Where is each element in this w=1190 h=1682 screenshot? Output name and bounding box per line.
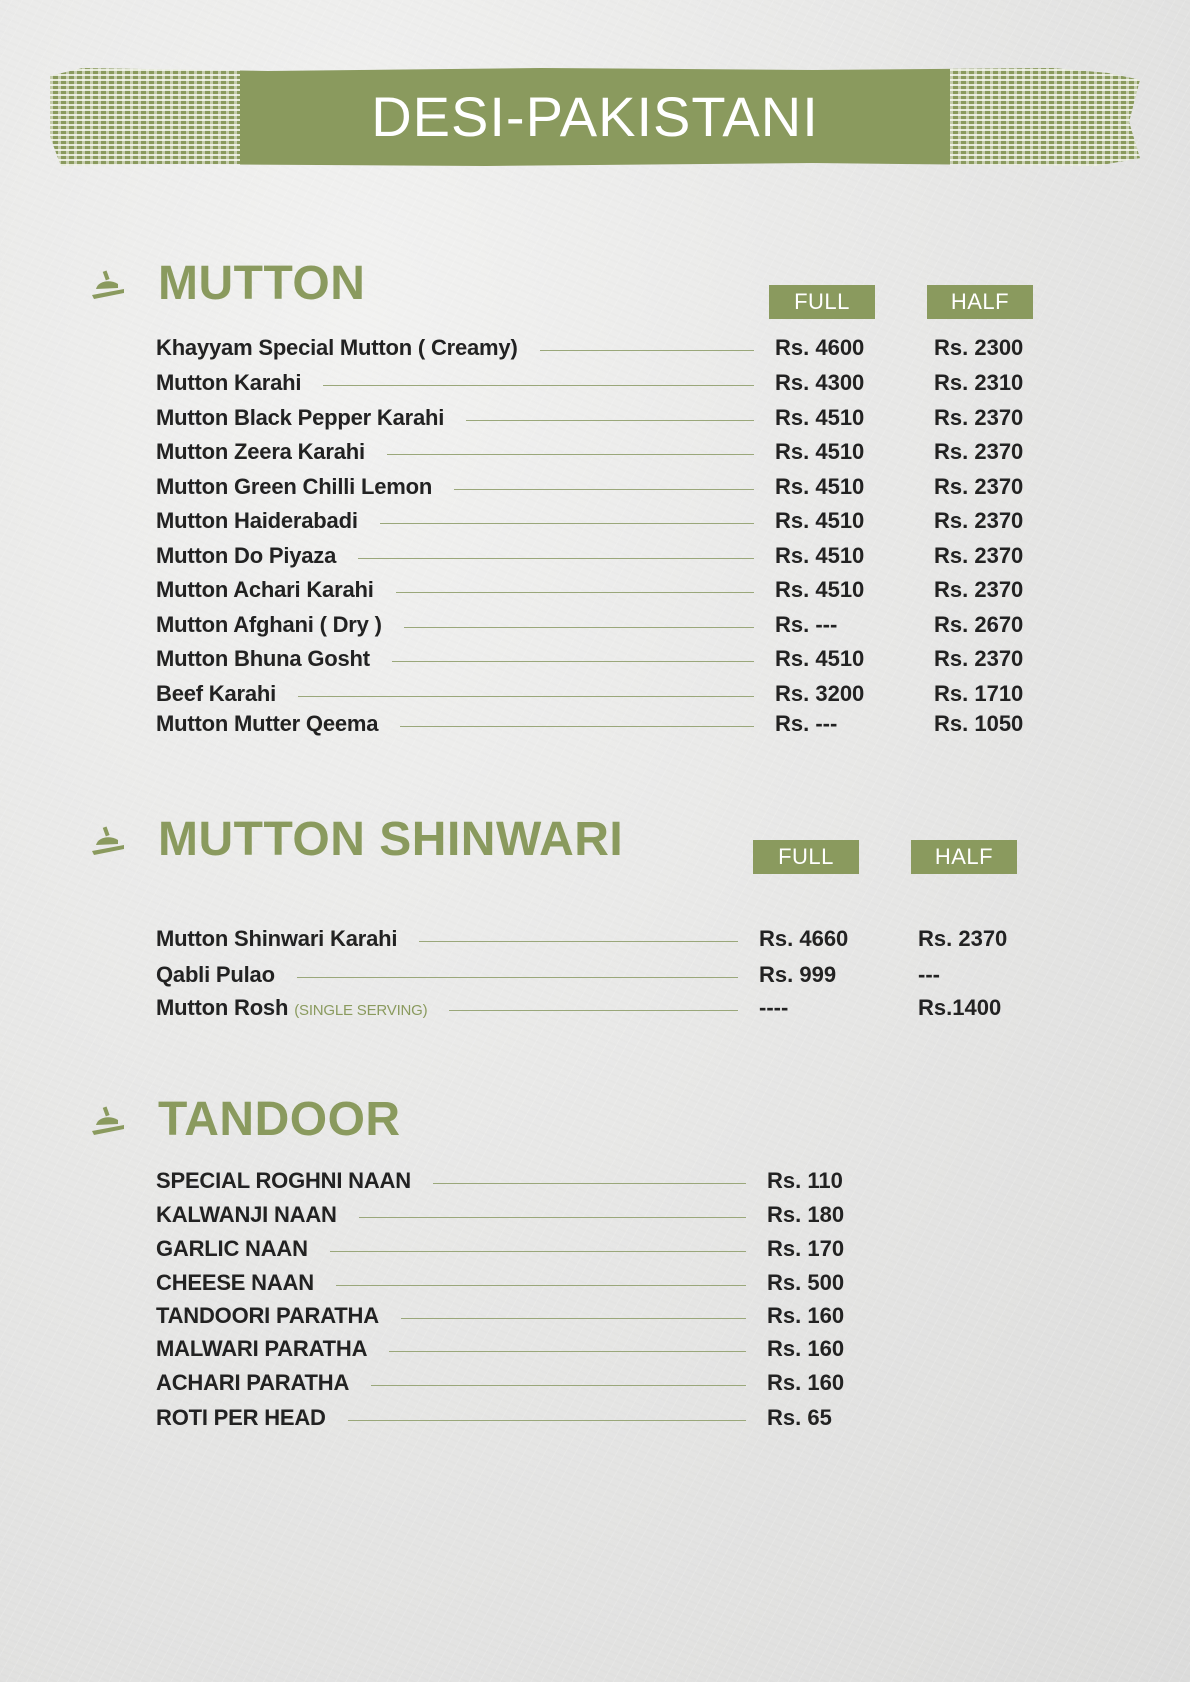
- item-name: [156, 1336, 367, 1362]
- menu-item-row: [156, 1236, 1056, 1266]
- item-name: [156, 474, 432, 500]
- section-title-tandoor: TANDOOR: [158, 1093, 401, 1146]
- item-name: [156, 962, 275, 988]
- item-name-text: KALWANJI NAAN: [156, 1202, 337, 1227]
- menu-item-row: [156, 370, 1056, 400]
- leader-line: [298, 696, 754, 697]
- item-name-text: Mutton Bhuna Gosht: [156, 646, 370, 671]
- price-full: Rs. 4510: [775, 474, 865, 499]
- leader-line: [449, 1010, 738, 1011]
- leader-line: [404, 627, 754, 628]
- item-name-text: Mutton Do Piyaza: [156, 543, 337, 568]
- price-half: Rs. 2370: [934, 646, 1024, 671]
- menu-item-row: [156, 1270, 1056, 1300]
- item-name-text: CHEESE NAAN: [156, 1270, 314, 1295]
- leader-line: [433, 1183, 746, 1184]
- price-full: Rs. ---: [775, 612, 838, 637]
- menu-item-row: [156, 577, 1056, 607]
- price: Rs. 110: [767, 1168, 843, 1193]
- leader-line: [358, 558, 754, 559]
- leader-line: [392, 661, 754, 662]
- price: Rs. 65: [767, 1405, 832, 1430]
- menu-item-row: [156, 646, 1056, 676]
- leader-line: [454, 489, 754, 490]
- price: Rs. 160: [767, 1336, 845, 1361]
- item-name-text: Mutton Zeera Karahi: [156, 439, 365, 464]
- menu-item-row: [156, 1202, 1056, 1232]
- price-half: Rs. 1050: [934, 711, 1024, 736]
- item-name-text: Mutton Haiderabadi: [156, 508, 358, 533]
- item-name: [156, 335, 518, 361]
- price: Rs. 160: [767, 1303, 845, 1328]
- item-name-text: SPECIAL ROGHNI NAAN: [156, 1168, 411, 1193]
- leader-line: [466, 420, 754, 421]
- section-heading-mutton: [88, 256, 365, 311]
- page-title: DESI-PAKISTANI: [371, 85, 819, 148]
- item-name-text: GARLIC NAAN: [156, 1236, 308, 1261]
- serving-dish-icon: [88, 823, 128, 857]
- item-name-text: Qabli Pulao: [156, 962, 275, 987]
- item-name-text: Mutton Shinwari Karahi: [156, 926, 398, 951]
- menu-item-row: [156, 508, 1056, 538]
- item-name-text: ACHARI PARATHA: [156, 1370, 350, 1395]
- item-name-text: Khayyam Special Mutton ( Creamy): [156, 335, 518, 360]
- menu-item-row: [156, 1370, 1056, 1400]
- menu-item-row: [156, 1336, 1056, 1366]
- item-name: [156, 543, 336, 569]
- price-full: ----: [759, 995, 789, 1020]
- item-name: [156, 646, 370, 672]
- price: Rs. 160: [767, 1370, 845, 1395]
- menu-item-row: [156, 1303, 1056, 1333]
- column-header-full: FULL: [769, 285, 875, 319]
- leader-line: [387, 454, 754, 455]
- leader-line: [348, 1420, 746, 1421]
- menu-item-row: [156, 711, 1056, 741]
- item-name-text: TANDOORI PARATHA: [156, 1303, 379, 1328]
- price-half: Rs. 2370: [918, 926, 1008, 951]
- menu-item-row: [156, 439, 1056, 469]
- item-name: [156, 612, 382, 638]
- price-half: ---: [918, 962, 940, 987]
- price-full: Rs. 4510: [775, 646, 865, 671]
- item-name: [156, 1168, 411, 1194]
- menu-item-row: [156, 612, 1056, 642]
- item-name-text: Mutton Green Chilli Lemon: [156, 474, 433, 499]
- item-name: [156, 405, 444, 431]
- item-name: [156, 711, 378, 737]
- item-name: [156, 995, 427, 1021]
- menu-item-row: [156, 995, 1056, 1025]
- menu-item-row: [156, 405, 1056, 435]
- item-name-text: Mutton Karahi: [156, 370, 302, 395]
- item-name-text: Mutton Afghani ( Dry ): [156, 612, 382, 637]
- leader-line: [396, 592, 754, 593]
- leader-line: [323, 385, 754, 386]
- item-name: [156, 1405, 326, 1431]
- menu-item-row: [156, 681, 1056, 711]
- column-header-half: HALF: [911, 840, 1017, 874]
- price: Rs. 170: [767, 1236, 845, 1261]
- item-name-text: Mutton Rosh: [156, 995, 289, 1020]
- section-heading-shinwari: [88, 812, 623, 867]
- price-full: Rs. 3200: [775, 681, 865, 706]
- menu-item-row: [156, 1405, 1056, 1435]
- price-half: Rs. 2370: [934, 577, 1024, 602]
- item-name: [156, 681, 276, 707]
- price-full: Rs. 999: [759, 962, 837, 987]
- column-header-full: FULL: [753, 840, 859, 874]
- price-half: Rs. 2370: [934, 439, 1024, 464]
- item-name-text: Beef Karahi: [156, 681, 277, 706]
- leader-line: [359, 1217, 746, 1218]
- menu-item-row: [156, 1168, 1056, 1198]
- leader-line: [540, 350, 754, 351]
- price-half: Rs. 2370: [934, 543, 1024, 568]
- item-name: [156, 1202, 337, 1228]
- item-note: (SINGLE SERVING): [294, 1002, 428, 1019]
- price-full: Rs. 4510: [775, 405, 865, 430]
- item-name-text: MALWARI PARATHA: [156, 1336, 368, 1361]
- leader-line: [380, 523, 754, 524]
- item-name-text: Mutton Mutter Qeema: [156, 711, 379, 736]
- item-name: [156, 1370, 349, 1396]
- item-name: [156, 508, 358, 534]
- price-half: Rs. 1710: [934, 681, 1024, 706]
- menu-item-row: [156, 543, 1056, 573]
- leader-line: [389, 1351, 746, 1352]
- menu-item-row: [156, 926, 1056, 956]
- leader-line: [419, 941, 738, 942]
- item-name: [156, 1303, 379, 1329]
- price-full: Rs. 4300: [775, 370, 865, 395]
- price: Rs. 180: [767, 1202, 845, 1227]
- section-title-shinwari: MUTTON SHINWARI: [158, 813, 624, 866]
- price-half: Rs. 2370: [934, 508, 1024, 533]
- price-half: Rs. 2670: [934, 612, 1024, 637]
- price-half: Rs.1400: [918, 995, 1002, 1020]
- serving-dish-icon: [88, 267, 128, 301]
- price: Rs. 500: [767, 1270, 845, 1295]
- item-name: [156, 1236, 308, 1262]
- price-half: Rs. 2310: [934, 370, 1024, 395]
- price-full: Rs. 4660: [759, 926, 849, 951]
- leader-line: [401, 1318, 746, 1319]
- price-full: Rs. 4600: [775, 335, 865, 360]
- price-full: Rs. 4510: [775, 439, 865, 464]
- price-full: Rs. ---: [775, 711, 838, 736]
- price-half: Rs. 2370: [934, 405, 1024, 430]
- menu-item-row: [156, 335, 1056, 365]
- section-title-mutton: MUTTON: [158, 257, 366, 310]
- item-name: [156, 926, 397, 952]
- item-name: [156, 439, 365, 465]
- leader-line: [297, 977, 738, 978]
- item-name: [156, 577, 374, 603]
- item-name: [156, 1270, 314, 1296]
- price-full: Rs. 4510: [775, 508, 865, 533]
- leader-line: [336, 1285, 746, 1286]
- leader-line: [371, 1385, 746, 1386]
- section-heading-tandoor: [88, 1092, 401, 1147]
- serving-dish-icon: [88, 1103, 128, 1137]
- price-full: Rs. 4510: [775, 543, 865, 568]
- item-name-text: Mutton Achari Karahi: [156, 577, 374, 602]
- menu-item-row: [156, 962, 1056, 992]
- price-full: Rs. 4510: [775, 577, 865, 602]
- item-name-text: ROTI PER HEAD: [156, 1405, 326, 1430]
- item-name-text: Mutton Black Pepper Karahi: [156, 405, 445, 430]
- price-half: Rs. 2300: [934, 335, 1024, 360]
- item-name: [156, 370, 301, 396]
- column-header-half: HALF: [927, 285, 1033, 319]
- leader-line: [330, 1251, 746, 1252]
- menu-item-row: [156, 474, 1056, 504]
- price-half: Rs. 2370: [934, 474, 1024, 499]
- leader-line: [400, 726, 754, 727]
